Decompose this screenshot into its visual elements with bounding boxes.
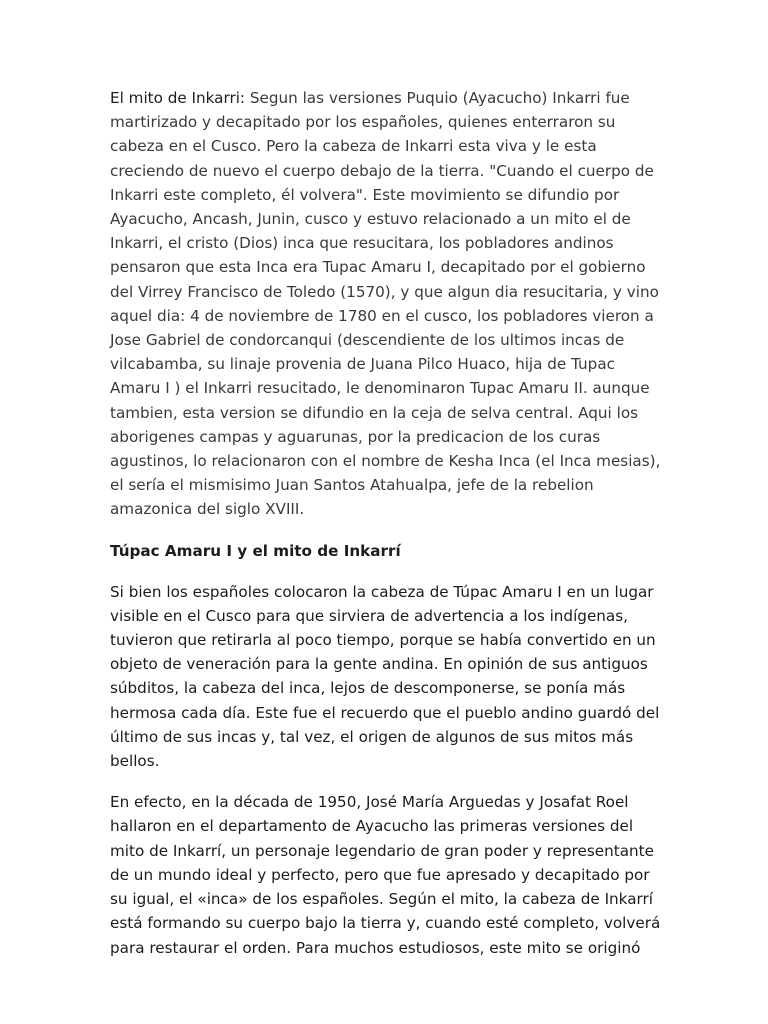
- text-line: martirizado y decapitado por los españoles, quienes enterraron su: [110, 113, 616, 132]
- paragraph-arguedas-roel: [110, 790, 661, 959]
- text-line: bellos.: [110, 752, 160, 771]
- paragraph-head-of-tupac-amaru: [110, 580, 658, 774]
- section-heading: Túpac Amaru I y el mito de Inkarrí: [110, 541, 401, 560]
- text-line: Ayacucho, Ancash, Junin, cusco y estuvo relacionado a un mito el de: [110, 210, 631, 229]
- text-line: En efecto, en la década de 1950, José María Arguedas y Josafat Roel: [110, 793, 629, 812]
- text-line: hermosa cada día. Este fue el recuerdo que el pueblo andino guardó del: [110, 703, 660, 722]
- text-line: mito de Inkarrí, un personaje legendario de gran poder y representante: [110, 841, 654, 860]
- text-line: vilcabamba, su linaje provenia de Juana Pilco Huaco, hija de Tupac: [110, 355, 615, 374]
- text-line: amazonica del siglo XVIII.: [110, 500, 305, 519]
- text-line: hallaron en el departamento de Ayacucho las primeras versiones del: [110, 817, 634, 836]
- text-line: pensaron que esta Inca era Tupac Amaru I, decapitado por el gobierno: [110, 258, 646, 277]
- text-line: Inkarri, el cristo (Dios) inca que resucitara, los pobladores andinos: [110, 234, 614, 253]
- text-line: Jose Gabriel de condorcanqui (descendiente de los ultimos incas de: [110, 331, 625, 350]
- text-line-content: Segun las versiones Puquio (Ayacucho) Inkarri fue: [245, 89, 630, 107]
- text-line: cabeza en el Cusco. Pero la cabeza de Inkarri esta viva y le esta: [110, 137, 597, 156]
- text-line: creciendo de nuevo el cuerpo debajo de la tierra. "Cuando el cuerpo de: [110, 161, 654, 180]
- paragraph-lead-label: El mito de Inkarri:: [110, 89, 246, 107]
- text-line: está formando su cuerpo bajo la tierra y, cuando esté completo, volverá: [110, 914, 661, 933]
- text-line: para restaurar el orden. Para muchos estudiosos, este mito se originó: [110, 938, 641, 957]
- text-line: agustinos, lo relacionaron con el nombre de Kesha Inca (el Inca mesias),: [110, 452, 661, 471]
- text-line: Si bien los españoles colocaron la cabeza de Túpac Amaru I en un lugar: [110, 582, 654, 601]
- text-line: aquel dia: 4 de noviembre de 1780 en el cusco, los pobladores vieron a: [110, 306, 654, 325]
- text-line: objeto de veneración para la gente andina. En opinión de sus antiguos: [110, 655, 648, 674]
- text-line: aborigenes campas y aguarunas, por la predicacion de los curas: [110, 427, 601, 446]
- text-line: [110, 86, 658, 110]
- text-line: Amaru I ) el Inkarri resucitado, le denominaron Tupac Amaru II. aunque: [110, 379, 650, 398]
- document-page: [110, 86, 661, 960]
- text-line: tambien, esta version se difundio en la ceja de selva central. Aqui los: [110, 403, 639, 422]
- text-line: Inkarri este completo, él volvera". Este movimiento se difundio por: [110, 185, 620, 204]
- text-line: tuvieron que retirarla al poco tiempo, porque se había convertido en un: [110, 631, 656, 650]
- paragraph-inkarri-versions: [110, 86, 661, 522]
- text-line: visible en el Cusco para que sirviera de advertencia a los indígenas,: [110, 606, 628, 625]
- text-line: su igual, el «inca» de los españoles. Según el mito, la cabeza de Inkarrí: [110, 890, 653, 909]
- text-line: último de sus incas y, tal vez, el origen de algunos de sus mitos más: [110, 727, 634, 746]
- text-line: súbditos, la cabeza del inca, lejos de descomponerse, se ponía más: [110, 679, 626, 698]
- text-line: del Virrey Francisco de Toledo (1570), y que algun dia resucitaria, y vino: [110, 282, 659, 301]
- text-line: de un mundo ideal y perfecto, pero que fue apresado y decapitado por: [110, 865, 650, 884]
- text-line: el sería el mismisimo Juan Santos Atahualpa, jefe de la rebelion: [110, 476, 594, 495]
